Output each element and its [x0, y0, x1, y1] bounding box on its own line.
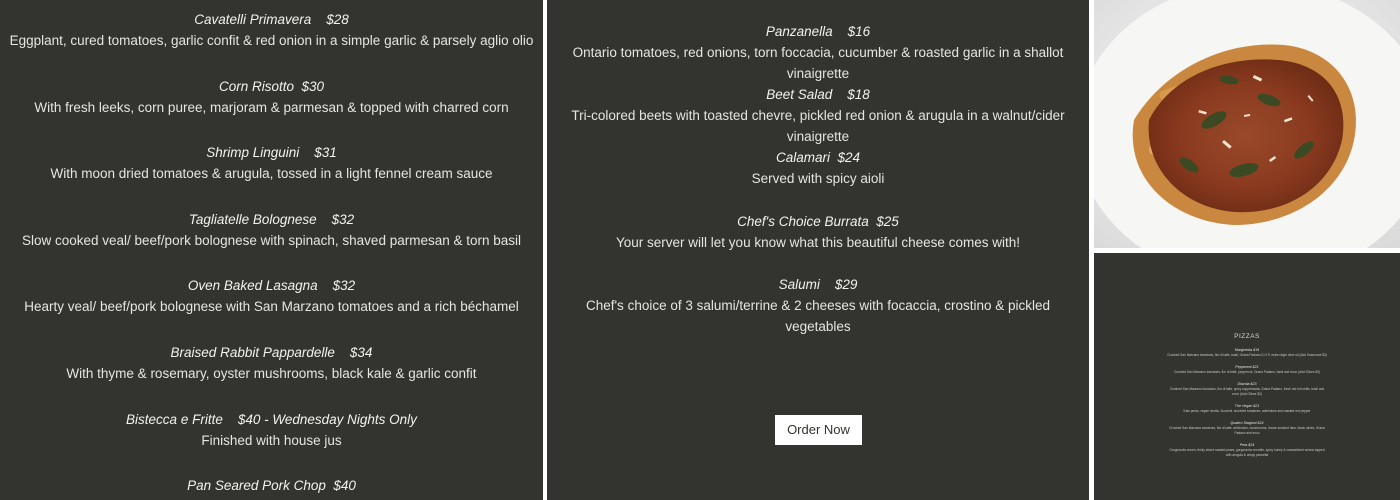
menu-item-description: Slow cooked veal/ beef/pork bolognese with spinach, shaved parmesan & torn basil	[21, 232, 522, 248]
pizza-item-title: Quattro Stagioni $24	[1230, 421, 1264, 425]
pizza-item-title: Diavola $23	[1237, 382, 1257, 386]
menu-item-title: Calamari $24	[775, 150, 861, 166]
pizza-item	[1094, 403, 1400, 414]
menu-item	[547, 148, 1089, 211]
pizza-item-description: Gorgonzola cream, thinly sliced roasted pears, gorgonzola crumble, spicy honey & caramelized onions topped with arugula & crispy pancetta	[1169, 448, 1325, 457]
pizza-item-title: Pera $24	[1239, 443, 1255, 447]
order-now-button[interactable]: Order Now	[775, 415, 862, 445]
starters-menu-list	[547, 22, 1089, 338]
pasta-bolognese-photo	[1094, 0, 1400, 248]
menu-item-title: Panzanella $16	[765, 24, 871, 39]
pizza-item-description: Crushed San Marzano tomatoes, fior di latte, pepperoni, Grana Padano, basil and evoo (Add Olives $3)	[1173, 370, 1320, 374]
menu-item-description: Your server will let you know what this beautiful cheese comes with!	[616, 234, 1020, 250]
menu-item	[0, 210, 543, 277]
menu-item	[547, 22, 1089, 85]
menu-item-title: Pan Seared Pork Chop $40	[187, 478, 356, 494]
pizza-item	[1094, 364, 1400, 375]
pizza-item-title: The Vegan $21	[1234, 404, 1260, 408]
menu-item-title: Cavatelli Primavera $28	[194, 12, 349, 27]
pizza-item-description: Crushed San Marzano tomatoes, fior di latte, basil, Grana Padano D.O.P, extra virgin olive oil (Add Scamorza $3)	[1167, 353, 1327, 357]
menu-item	[547, 212, 1089, 275]
starters-menu-panel	[547, 0, 1089, 500]
menu-item-description: Eggplant, cured tomatoes, garlic confit & red onion in a simple garlic & parsely aglio olio	[9, 33, 534, 48]
menu-item-title: Braised Rabbit Pappardelle $34	[170, 344, 373, 360]
menu-item-title: Salumi $29	[778, 276, 858, 292]
mains-menu-list	[0, 10, 543, 500]
pizza-item-description: Crushed San Marzano tomatoes, fior di latte, artichokes, mushrooms, house smoked ham, black olives, Grana Padano and evoo	[1169, 426, 1325, 435]
pizza-item	[1094, 381, 1400, 397]
menu-item	[547, 85, 1089, 148]
menu-item-description: Served with spicy aioli	[751, 171, 885, 187]
menu-item	[0, 143, 543, 210]
pizza-item	[1094, 420, 1400, 436]
menu-item-title: Tagliatelle Bolognese $32	[188, 211, 355, 227]
pizza-menu-thumbnail	[1094, 253, 1400, 500]
menu-item-title: Bistecca e Fritte $40 - Wednesday Nights Only	[126, 411, 417, 427]
menu-item	[547, 275, 1089, 338]
pizza-item-description: Kale pesto, vegan ricotta, Zucchini, sundried tomatoes, artichokes and roasted red pepper	[1183, 409, 1311, 413]
pizza-item-title: Pepperoni $21	[1235, 365, 1259, 369]
menu-item-description: Tri-colored beets with toasted chevre, pickled red onion & arugula in a walnut/cider vinaigrette	[571, 108, 1065, 145]
menu-item-description: With moon dried tomatoes & arugula, tossed in a light fennel cream sauce	[50, 166, 493, 182]
menu-item-title: Chef's Choice Burrata $25	[737, 213, 899, 229]
menu-item-title: Shrimp Linguini $31	[206, 145, 337, 161]
pizza-menu-heading: PIZZAS	[1234, 333, 1260, 340]
menu-item	[0, 10, 543, 77]
menu-item	[0, 276, 543, 343]
menu-item-description: Ontario tomatoes, red onions, torn foccacia, cucumber & roasted garlic in a shallot vinaigrette	[572, 45, 1064, 81]
menu-item	[0, 476, 543, 500]
menu-item-title: Oven Baked Lasagna $32	[187, 278, 356, 294]
menu-item-title: Corn Risotto $30	[218, 78, 325, 94]
menu-item-description: With thyme & rosemary, oyster mushrooms, black kale & garlic confit	[66, 365, 477, 381]
mains-menu-panel	[0, 0, 543, 500]
menu-item-title: Beet Salad $18	[766, 87, 870, 103]
menu-item-description: Chef's choice of 3 salumi/terrine & 2 cheeses with focaccia, crostino & pickled vegetables	[585, 297, 1051, 334]
menu-item-description: With fresh leeks, corn puree, marjoram & parmesan & topped with charred corn	[34, 99, 509, 115]
pizza-item	[1094, 347, 1400, 358]
pizza-item-description: Crushed San Marzano tomatoes, fior di latte, spicy soppressata, Grana Padano, fresh red hot chilis, basil and evoo (Add Olives $3)	[1169, 387, 1325, 396]
pizza-menu	[1094, 333, 1400, 464]
menu-item-description: Finished with house jus	[201, 432, 342, 448]
menu-item	[0, 77, 543, 144]
menu-item	[0, 410, 543, 477]
pizza-item	[1094, 442, 1400, 458]
pizza-item-title: Margherita $19	[1234, 348, 1260, 352]
menu-item-description: Hearty veal/ beef/pork bolognese with San Marzano tomatoes and a rich béchamel	[24, 299, 519, 315]
dish-photo	[1094, 0, 1400, 248]
menu-item	[0, 343, 543, 410]
